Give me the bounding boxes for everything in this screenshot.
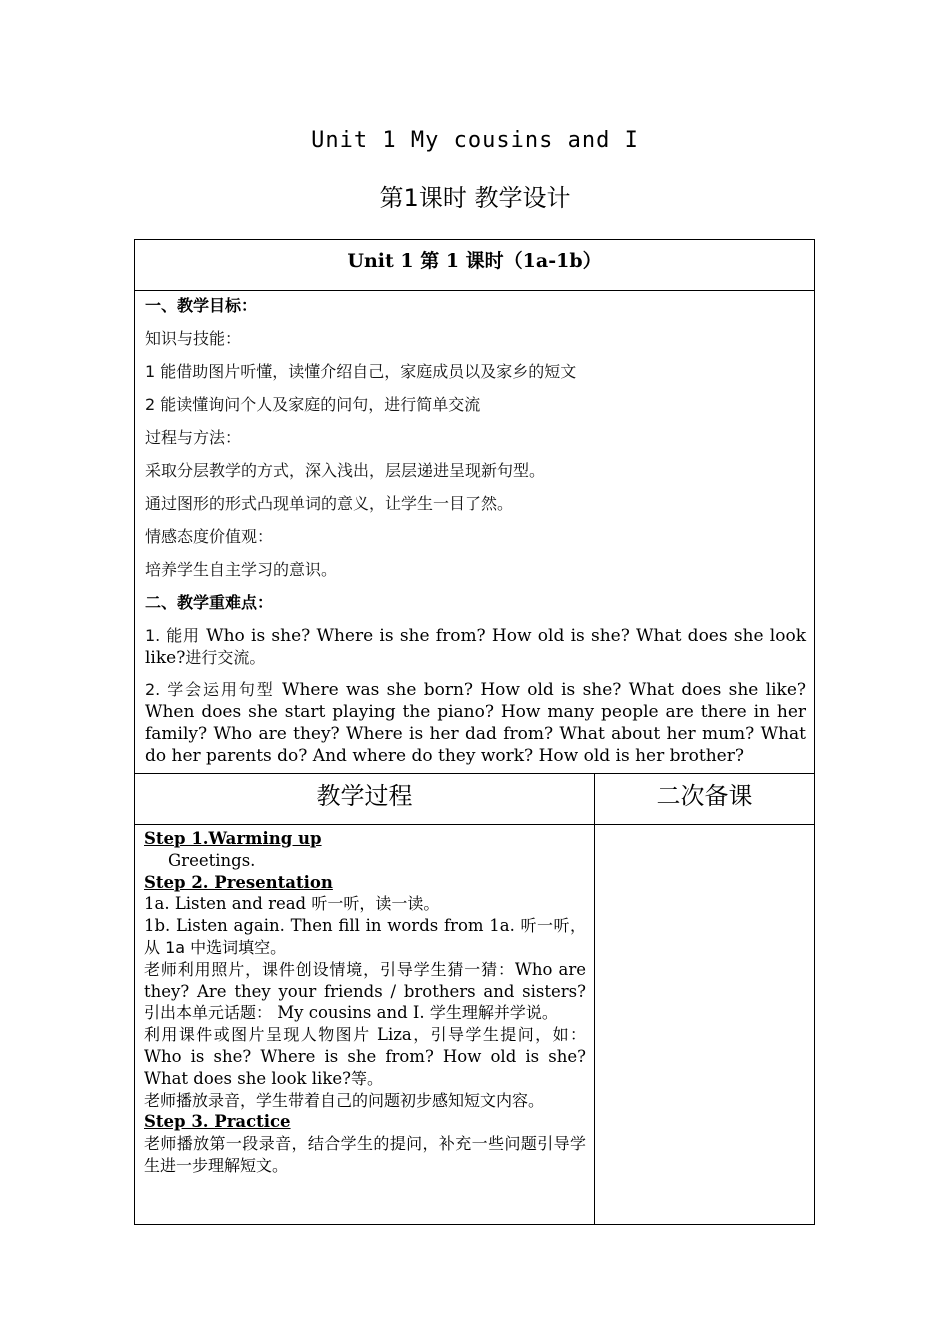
key-point-1-prefix: 1. 能用 [145, 626, 200, 645]
section-title-objectives: 一、教学目标： [145, 296, 258, 315]
para-3-en: Who are they? Are they your friends / brothers and sisters? [144, 959, 586, 1001]
column-header-notes [595, 774, 815, 825]
para-4-cn-3: 等。 [350, 1068, 383, 1088]
para-2-cn: 听一听，从 1a 中选词填空。 [144, 916, 586, 957]
notes-cell [595, 825, 815, 1225]
para-3-en-2: My cousins and I. [272, 1003, 430, 1023]
key-point-2-prefix: 2. 学会运用句型 [145, 680, 275, 699]
key-point-2-text: Where was she born? How old is she? What does she like? When does she start playing the piano? How many people are there in her family? Who are they? Where is her dad from? What about her mum? What do her parents do? And where do they work? How old is her brother? [145, 680, 807, 766]
key-point-2 [145, 679, 806, 767]
para-4-cn: 利用课件或图片呈现人物图片 [144, 1025, 377, 1045]
para-2-en: 1b. Listen again. Then fill in words from 1a. [144, 916, 521, 936]
process-label: 过程与方法： [145, 428, 242, 447]
knowledge-item-1: 1 能借助图片听懂，读懂介绍自己，家庭成员以及家乡的短文 [145, 362, 577, 381]
table-header: Unit 1 第 1 课时（1a-1b） [347, 250, 602, 272]
objectives-cell [135, 291, 815, 774]
key-point-1-suffix: 进行交流。 [185, 648, 266, 667]
step-2-title: Step 2. Presentation [144, 872, 333, 892]
knowledge-item-2: 2 能读懂询问个人及家庭的问句，进行简单交流 [145, 395, 481, 414]
process-cell [135, 825, 595, 1225]
table-header-cell [135, 240, 815, 291]
step-2-para-4 [144, 1024, 586, 1089]
process-item-1: 采取分层教学的方式，深入浅出，层层递进呈现新句型。 [145, 461, 546, 480]
step-2-para-5: 老师播放录音，学生带着自己的问题初步感知短文内容。 [144, 1090, 545, 1110]
emotion-item-1: 培养学生自主学习的意识。 [145, 560, 338, 579]
emotion-label: 情感态度价值观： [145, 527, 274, 546]
column-title-notes: 二次备课 [656, 782, 753, 810]
para-4-cn-2: ，引导学生提问，如： [411, 1025, 586, 1045]
step-2-para-3 [144, 959, 586, 1024]
para-1-cn: 听一听，读一读。 [311, 894, 440, 914]
para-4-en-2: Who is she? Where is she from? How old is she? What does she look like? [144, 1046, 586, 1088]
step-3-para-1: 老师播放第一段录音，结合学生的提问，补充一些问题引导学生进一步理解短文。 [144, 1134, 586, 1175]
section-title-key-points: 二、教学重难点： [145, 593, 274, 612]
step-2-para-2 [144, 915, 586, 959]
key-point-1 [145, 625, 806, 669]
step-2-para-1 [144, 893, 586, 915]
document-title-cn: 第1课时 教学设计 [379, 184, 571, 212]
lesson-plan-table [134, 239, 815, 1225]
para-3-cn: 老师利用照片，课件创设情境，引导学生猜一猜： [144, 959, 515, 979]
step-1-body: Greetings. [168, 850, 256, 870]
para-3-cn-2: 引出本单元话题： [144, 1003, 273, 1023]
process-item-2: 通过图形的形式凸现单词的意义，让学生一目了然。 [145, 494, 514, 513]
knowledge-label: 知识与技能： [145, 329, 242, 348]
para-4-en: Liza [377, 1025, 412, 1045]
para-1-en: 1a. Listen and read [144, 894, 312, 914]
column-header-process [135, 774, 595, 825]
para-3-cn-3: 学生理解并学说。 [429, 1003, 558, 1023]
step-1-title: Step 1.Warming up [144, 829, 322, 848]
step-3-title: Step 3. Practice [144, 1112, 291, 1132]
column-title-process: 教学过程 [316, 782, 413, 810]
document-title-en: Unit 1 My cousins and I [311, 128, 639, 153]
key-point-1-text: Who is she? Where is she from? How old is she? What does she look like? [145, 626, 807, 668]
